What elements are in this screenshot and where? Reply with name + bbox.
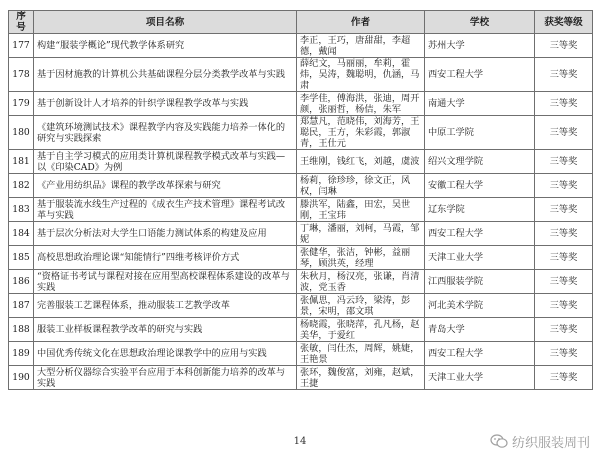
row-number-cell: 188 (9, 318, 34, 342)
award-level-cell: 三等奖 (535, 150, 593, 174)
table-row (9, 318, 593, 342)
header-no: 序号 (9, 11, 34, 34)
table-row (9, 198, 593, 222)
table-row (9, 222, 593, 246)
watermark (490, 432, 590, 451)
school-cell: 南通大学 (425, 92, 535, 116)
table-row (9, 34, 593, 58)
school-cell: 绍兴文理学院 (425, 150, 535, 174)
school-cell: 西安工程大学 (425, 222, 535, 246)
school-cell: 苏州大学 (425, 34, 535, 58)
school-cell: 辽东学院 (425, 198, 535, 222)
school-cell: 天津工业大学 (425, 366, 535, 390)
header-award: 获奖等级 (535, 11, 593, 34)
project-name-cell: 构建“服装学概论”现代教学体系研究 (34, 34, 297, 58)
award-level-cell: 三等奖 (535, 246, 593, 270)
award-level-cell: 三等奖 (535, 222, 593, 246)
authors-cell: 张健华，张洁，钟彬，益丽琴，顾洪英，经理 (297, 246, 425, 270)
table-row (9, 92, 593, 116)
project-name-cell: 大型分析仪器综合实验平台应用于本科创新能力培养的改革与实践 (34, 366, 297, 390)
award-level-cell: 三等奖 (535, 198, 593, 222)
project-name-cell: 《建筑环境测试技术》课程教学内容及实践能力培养一体化的研究与实践探索 (34, 116, 297, 150)
school-cell: 西安工程大学 (425, 58, 535, 92)
project-name-cell: 中国优秀传统文化在思想政治理论课教学中的应用与实践 (34, 342, 297, 366)
award-level-cell: 三等奖 (535, 92, 593, 116)
table-row (9, 116, 593, 150)
row-number-cell: 182 (9, 174, 34, 198)
authors-cell: 杨晓霞，张晓萍，孔凡杨，赵美华，于爱红 (297, 318, 425, 342)
row-number-cell: 186 (9, 270, 34, 294)
row-number-cell: 189 (9, 342, 34, 366)
table-row (9, 58, 593, 92)
row-number-cell: 181 (9, 150, 34, 174)
wechat-icon (490, 434, 508, 449)
row-number-cell: 177 (9, 34, 34, 58)
project-name-cell: 基于服装流水线生产过程的《成衣生产技术管理》课程考试改革与实践 (34, 198, 297, 222)
award-level-cell: 三等奖 (535, 58, 593, 92)
table-row (9, 294, 593, 318)
project-name-cell: 服装工业样板课程教学改革的研究与实践 (34, 318, 297, 342)
row-number-cell: 190 (9, 366, 34, 390)
row-number-cell: 178 (9, 58, 34, 92)
project-name-cell: 基于层次分析法对大学生口语能力测试体系的构建及应用 (34, 222, 297, 246)
row-number-cell: 184 (9, 222, 34, 246)
award-level-cell: 三等奖 (535, 34, 593, 58)
authors-cell: 王维刚，钱红飞，刘越，虞波 (297, 150, 425, 174)
project-name-cell: 《产业用纺织品》课程的教学改革探索与研究 (34, 174, 297, 198)
award-level-cell: 三等奖 (535, 318, 593, 342)
authors-cell: 滕洪军，陆鑫，田宏，吴世刚，王宝玮 (297, 198, 425, 222)
school-cell: 安徽工程大学 (425, 174, 535, 198)
award-level-cell: 三等奖 (535, 174, 593, 198)
row-number-cell: 179 (9, 92, 34, 116)
authors-cell: 张环，魏俊富，刘雍，赵斌，王捷 (297, 366, 425, 390)
table-row (9, 366, 593, 390)
project-name-cell: 基于因材施教的计算机公共基础课程分层分类教学改革与实践 (34, 58, 297, 92)
authors-cell: 李学佳，傅海洪，张迪，周开颜，张丽哲，杨佶，朱军 (297, 92, 425, 116)
authors-cell: 丁琳，潘丽，刘柯，马霞，邹妮 (297, 222, 425, 246)
authors-cell: 李正，王巧，唐甜甜，李超德，戴闻 (297, 34, 425, 58)
row-number-cell: 183 (9, 198, 34, 222)
project-name-cell: 完善服装工艺课程体系，推动服装工艺教学改革 (34, 294, 297, 318)
award-level-cell: 三等奖 (535, 342, 593, 366)
project-name-cell: 高校思想政治理论课“知能情行”四维考核评价方式 (34, 246, 297, 270)
award-level-cell: 三等奖 (535, 366, 593, 390)
table-row (9, 246, 593, 270)
row-number-cell: 180 (9, 116, 34, 150)
project-name-cell: 基于自主学习模式的应用类计算机课程教学模式改革与实践—以《印染CAD》为例 (34, 150, 297, 174)
school-cell: 青岛大学 (425, 318, 535, 342)
authors-cell: 朱秋月，杨汉亮，张谦，肖清波，党玉香 (297, 270, 425, 294)
authors-cell: 薛纪文，马丽丽，牟莉，霍炜，吴涛，魏聪明，仇涵，马肃 (297, 58, 425, 92)
header-authors: 作者 (297, 11, 425, 34)
school-cell: 中原工学院 (425, 116, 535, 150)
school-cell: 河北美术学院 (425, 294, 535, 318)
award-level-cell: 三等奖 (535, 116, 593, 150)
table-row (9, 150, 593, 174)
school-cell: 天津工业大学 (425, 246, 535, 270)
header-project-name: 项目名称 (34, 11, 297, 34)
award-level-cell: 三等奖 (535, 294, 593, 318)
header-school: 学校 (425, 11, 535, 34)
project-name-cell: 基于创新设计人才培养的针织学课程教学改革与实践 (34, 92, 297, 116)
school-cell: 江西服装学院 (425, 270, 535, 294)
table-row (9, 270, 593, 294)
award-level-cell: 三等奖 (535, 270, 593, 294)
school-cell: 西安工程大学 (425, 342, 535, 366)
row-number-cell: 187 (9, 294, 34, 318)
project-name-cell: “资格证书考试与课程对接在应用型高校课程体系建设的改革与实践 (34, 270, 297, 294)
table-row (9, 342, 593, 366)
table-header-row (9, 11, 593, 34)
row-number-cell: 185 (9, 246, 34, 270)
awards-table (8, 10, 593, 390)
authors-cell: 杨莉，徐珍珍，徐文正，风权，闫琳 (297, 174, 425, 198)
authors-cell: 郑慧凡，范晓伟，刘海芳，王聪民，王方，朱彩霞，郭淑青，王仕元 (297, 116, 425, 150)
table-row (9, 174, 593, 198)
authors-cell: 张佩思，冯云玲，梁涛，彭景，宋明，邵文琪 (297, 294, 425, 318)
page-number: 14 (293, 436, 307, 447)
watermark-text: 纺织服装周刊 (511, 436, 590, 451)
authors-cell: 张敏，闫仕杰，周辉，姚婕，王艳景 (297, 342, 425, 366)
